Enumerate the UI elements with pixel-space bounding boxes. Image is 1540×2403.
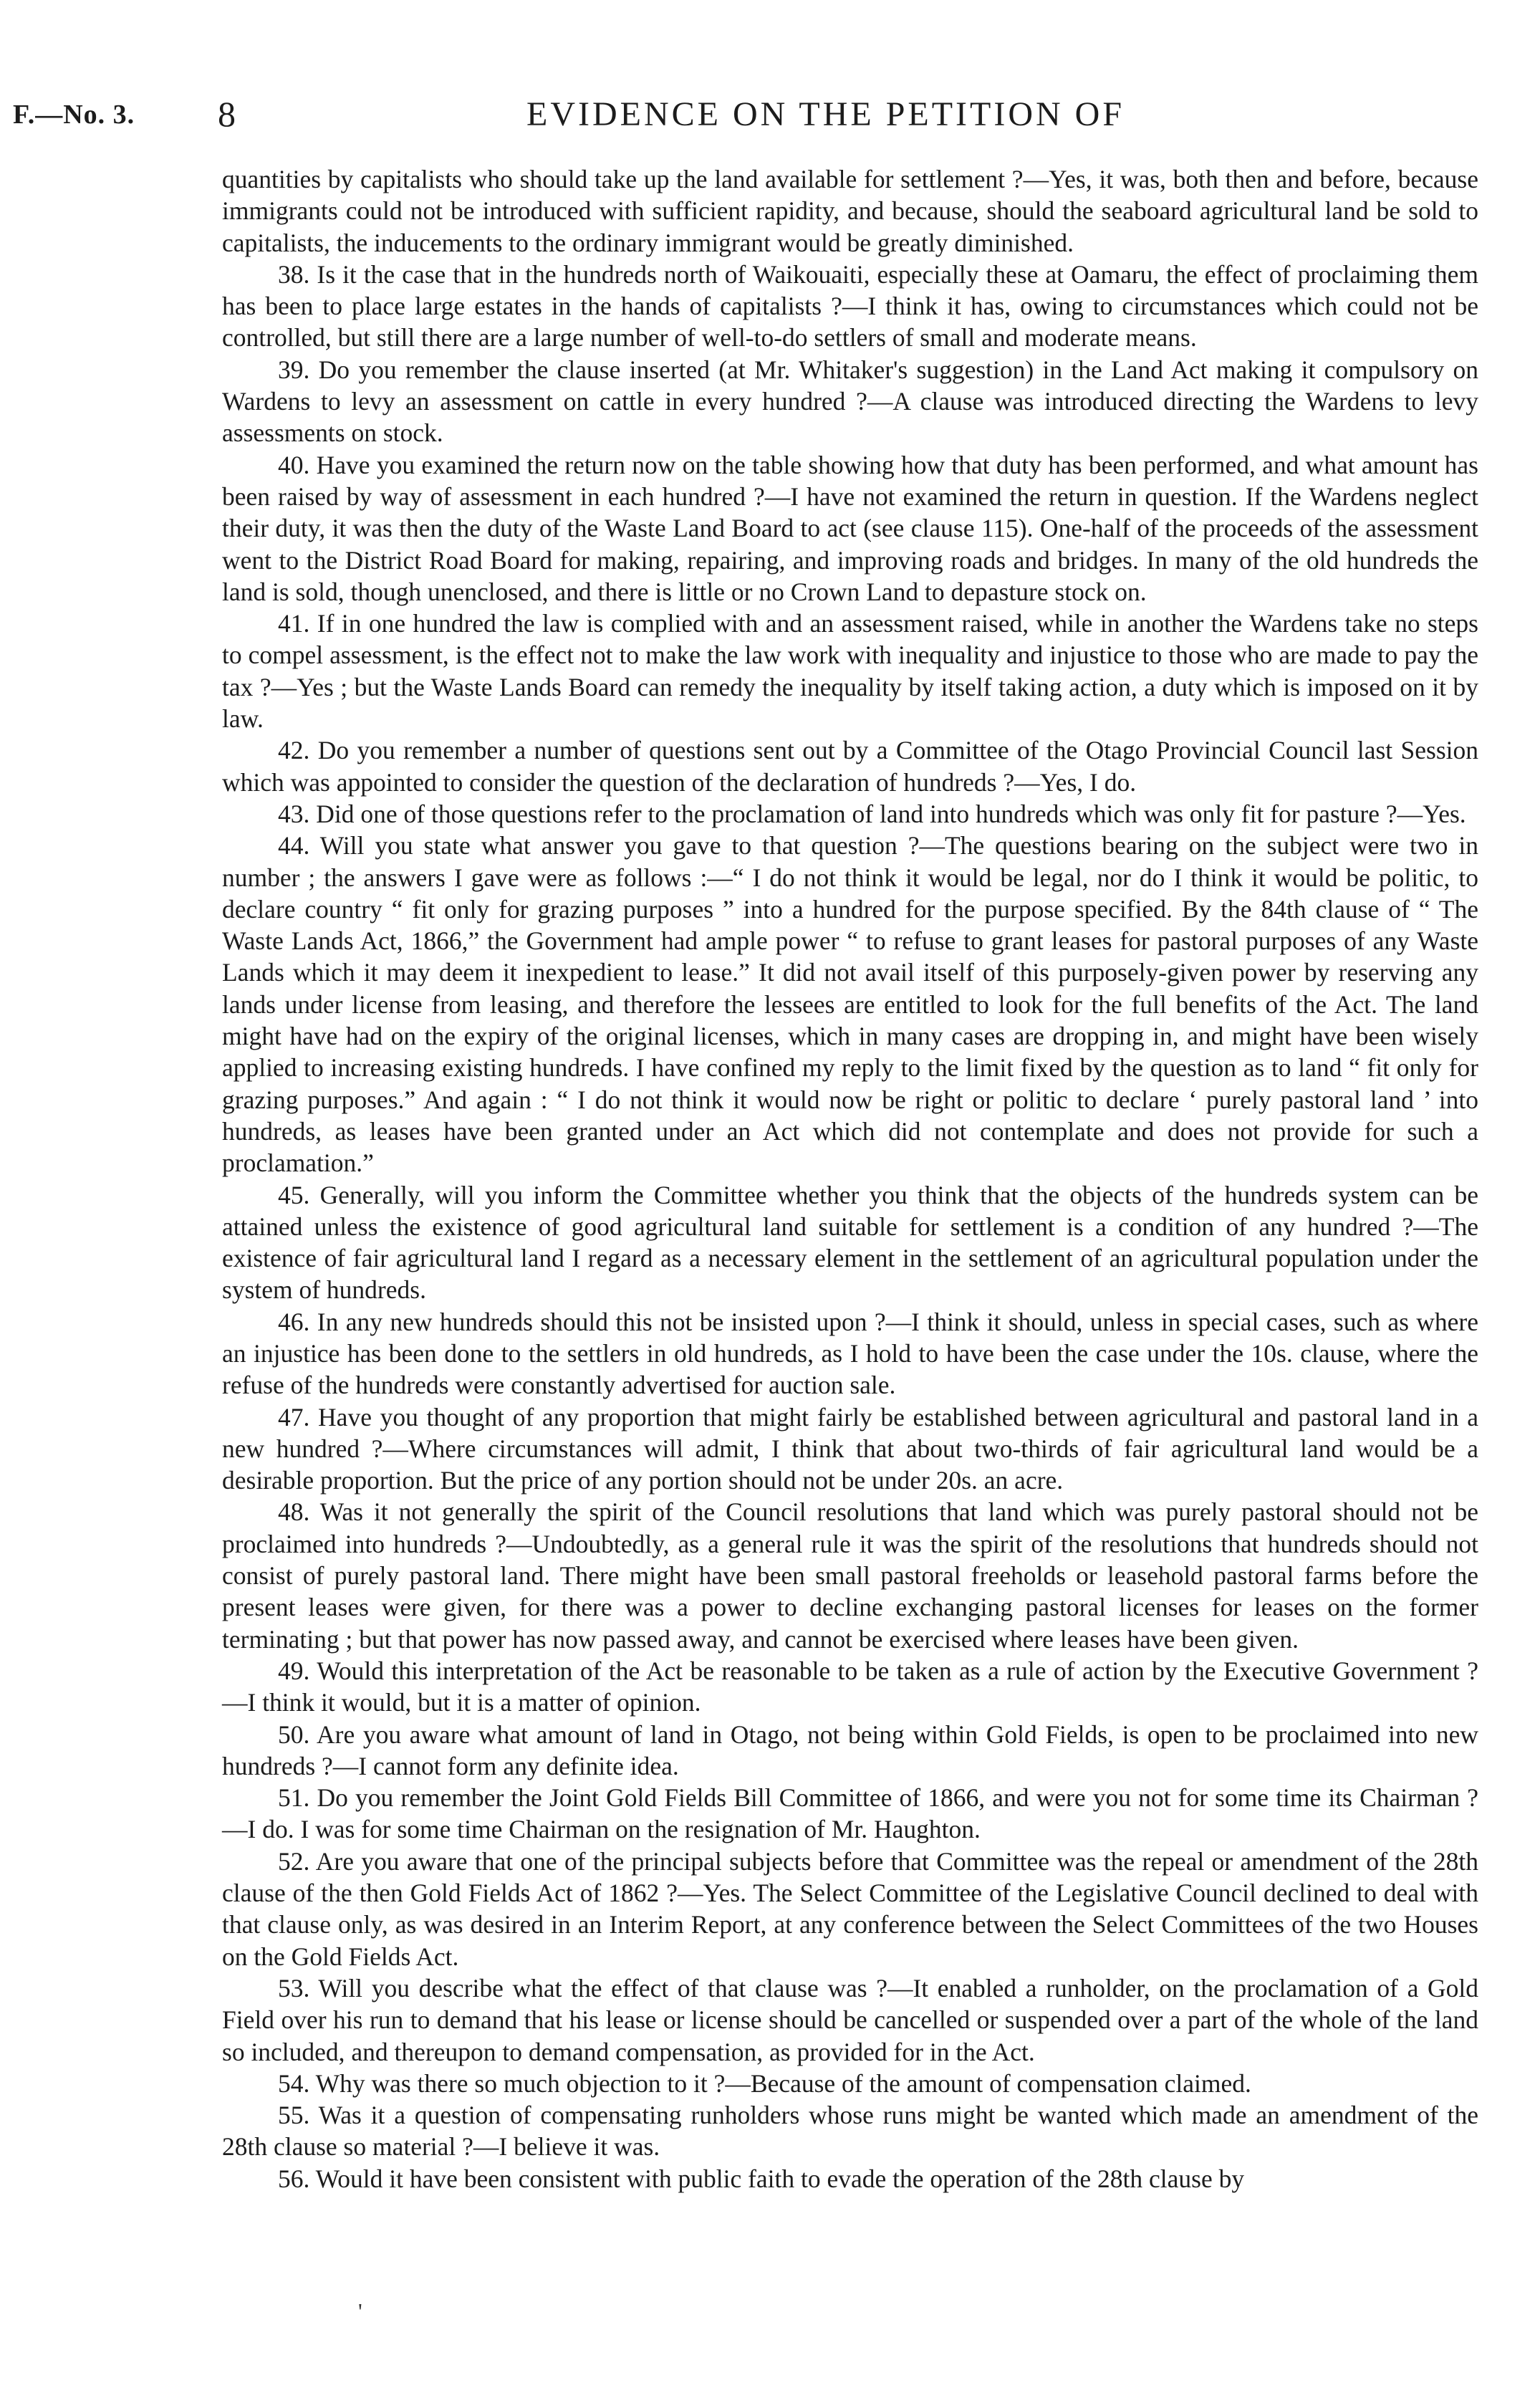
question-54: 54. Why was there so much objection to it ?—Because of the amount of compensation claimed. [278,2068,1251,2098]
question-38: 38. Is it the case that in the hundreds north of Waikouaiti, especially these at Oamaru, the effect of proclaiming them has been to place large estates in the hands of capitalists ?—I think it has, owing to circumstances which could not be controlled, but still there are a large number of well-to-do settlers of small and moderate means. [222,259,1478,352]
question-56: 56. Would it have been consistent with public faith to evade the operation of the 28th clause by [278,2164,1245,2193]
question-45: 45. Generally, will you inform the Committee whether you think that the objects of the hundreds system can be attained unless the existence of good agricultural land suitable for settlement is a condition of any hundred ?—The existence of fair agricultural land I regard as a necessary element in the settlement of an agricultural population under the system of hundreds. [222,1180,1478,1305]
question-40: 40. Have you examined the return now on the table showing how that duty has been performed, and what amount has been raised by way of assessment in each hundred ?—I have not examined the return in question. If the Wardens neglect their duty, it was then the duty of the Waste Land Board to act (see clause 115). One-half of the proceeds of the assessment went to the District Road Board for making, repairing, and improving roads and bridges. In many of the old hundreds the land is sold, though unenclosed, and there is little or no Crown Land to depasture stock on. [222,450,1478,606]
question-49: 49. Would this interpretation of the Act be reasonable to be taken as a rule of action by the Executive Government ?—I think it would, but it is a matter of opinion. [222,1656,1478,1717]
question-55: 55. Was it a question of compensating runholders whose runs might be wanted which made an amendment of the 28th clause so material ?—I believe it was. [222,2101,1478,2162]
question-48: 48. Was it not generally the spirit of the Council resolutions that land which was purely pastoral should not be proclaimed into hundreds ?—Undoubtedly, as a general rule it was the spirit of the resolutions that hundreds should not consist of purely pastoral land. There might have been small pastoral freeholds or leasehold pastoral farms before the present leases were given, for there was a power to decline exchanging pastoral licenses for leases on the former terminating ; but that power has now passed away, and cannot be exercised where leases have been given. [222,1497,1478,1654]
question-41: 41. If in one hundred the law is complied with and an assessment raised, while in another the Wardens take no steps to compel assessment, is the effect not to make the law work with inequality and injustice to those who are made to pay the tax ?—Yes ; but the Waste Lands Board can remedy the inequality by itself taking action, a duty which is imposed on it by law. [222,609,1478,734]
question-39: 39. Do you remember the clause inserted (at Mr. Whitaker's suggestion) in the Land Act making it compulsory on Wardens to levy an assessment on cattle in every hundred ?—A clause was introduced directing the Wardens to levy assessments on stock. [222,355,1478,448]
question-51: 51. Do you remember the Joint Gold Fields Bill Committee of 1866, and were you not for some time its Chairman ?—I do. I was for some time Chairman on the resignation of Mr. Haughton. [222,1783,1478,1844]
running-title: EVIDENCE ON THE PETITION OF [526,95,1125,133]
question-52: 52. Are you aware that one of the principal subjects before that Committee was the repeal or amendment of the 28th clause of the then Gold Fields Act of 1862 ?—Yes. The Select Committee of the Legislative Council declined to deal with that clause only, as was desired in an Interim Report, at any conference between the Select Committees of the two Houses on the Gold Fields Act. [222,1846,1478,1971]
stray-ink-mark: ' [358,2298,362,2324]
document-reference: F.—No. 3. [13,100,135,130]
question-44: 44. Will you state what answer you gave to that question ?—The questions bearing on the subject were two in number ; the answers I gave were as follows :—“ I do not think it would be legal, nor do I think it would be politic, to declare country “ fit only for grazing purposes ” into a hundred for the purpose specified. By the 84th clause of “ The Waste Lands Act, 1866,” the Government had ample power “ to refuse to grant leases for pastoral purposes of any Waste Lands which it may deem it inexpedient to lease.” It did not avail itself of this purposely-given power by reserving any lands under license from leasing, and therefore the lessees are entitled to look for the full benefits of the Act. The land might have had on the expiry of the original licenses, which in many cases are dropping in, and might have been wisely applied to increasing existing hundreds. I have confined my reply to the limit fixed by the question as to land “ fit only for grazing purposes.” And again : “ I do not think it would now be right or politic to declare ‘ purely pastoral land ’ into hundreds, as leases have been granted under an Act which did not contemplate and does not provide for such a proclamation.” [222,831,1478,1178]
question-53: 53. Will you describe what the effect of that clause was ?—It enabled a runholder, on the proclamation of a Gold Field over his run to demand that his lease or license should be cancelled or suspended over a part of the whole of the land so included, and thereupon to demand compensation, as provided for in the Act. [222,1973,1478,2066]
page-number: 8 [218,94,236,134]
continuation-paragraph: quantities by capitalists who should take up the land available for settlement ?—Yes, it was, both then and before, because immigrants could not be introduced with sufficient rapidity, and because, should the seaboard agricultural land be sold to capitalists, the inducements to the ordinary immigrant would be greatly diminished. [222,165,1478,257]
question-43: 43. Did one of those questions refer to the proclamation of land into hundreds which was only fit for pasture ?—Yes. [278,799,1466,828]
question-50: 50. Are you aware what amount of land in Otago, not being within Gold Fields, is open to be proclaimed into new hundreds ?—I cannot form any definite idea. [222,1719,1478,1780]
question-47: 47. Have you thought of any proportion that might fairly be established between agricultural and pastoral land in a new hundred ?—Where circumstances will admit, I think that about two-thirds of fair agricultural land would be a desirable proportion. But the price of any portion should not be under 20s. an acre. [222,1402,1478,1495]
evidence-text [222,163,1478,2195]
page-header [0,92,1540,142]
question-42: 42. Do you remember a number of questions sent out by a Committee of the Otago Provincial Council last Session which was appointed to consider the question of the declaration of hundreds ?—Yes, I do. [222,736,1478,797]
question-46: 46. In any new hundreds should this not be insisted upon ?—I think it should, unless in special cases, such as where an injustice has been done to the settlers in old hundreds, as I hold to have been the case under the 10s. clause, where the refuse of the hundreds were constantly advertised for auction sale. [222,1307,1478,1400]
